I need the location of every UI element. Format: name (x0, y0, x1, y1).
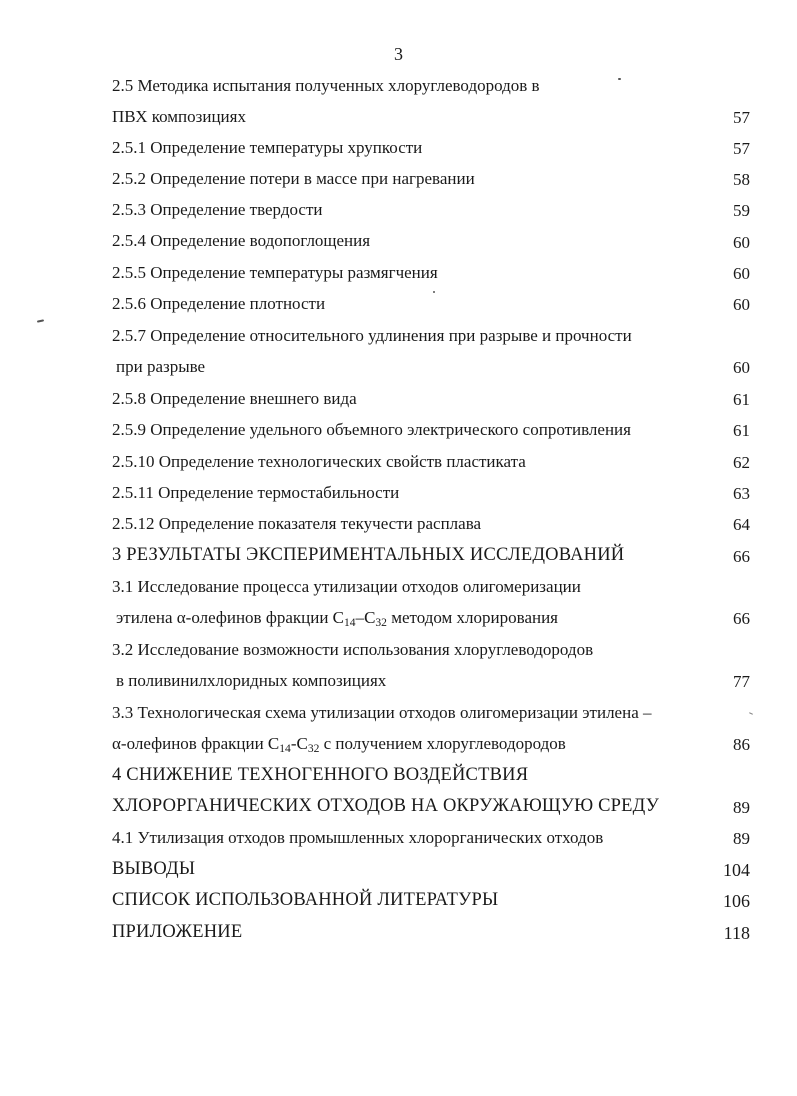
toc-entry-2-5-12: 2.5.12 Определение показателя текучести расплава (112, 514, 482, 533)
toc-entry-3-3-line1: 3.3 Технологическая схема утилизации отходов олигомеризации этилена – (112, 703, 652, 722)
toc-entry-2-5-2: 2.5.2 Определение потери в массе при нагревании (112, 169, 475, 188)
toc-entry-3-3-line2: α-олефинов фракции $С_{14}-С_{32}$ с получением хлоруглеводородов (112, 734, 566, 755)
toc-entry-2-5-7-line1: 2.5.7 Определение относительного удлинения при разрыве и прочности (112, 326, 632, 345)
toc-page-2-5-7: 60 (733, 358, 750, 377)
toc-entry-3-1-line2: этилена α-олефинов фракции $С_{14}-С_{32}$ методом хлорирования (116, 608, 558, 629)
toc-entry-2-5-6: 2.5.6 Определение плотности (112, 294, 326, 313)
toc-entry-2-5-1: 2.5.1 Определение температуры хрупкости (112, 138, 423, 157)
toc-page-2-5-1: 57 (733, 139, 750, 158)
toc-page-2-5-10: 62 (733, 453, 750, 472)
toc-entry-2-5-5: 2.5.5 Определение температуры размягчения (112, 263, 438, 282)
toc-page-3-2: 77 (733, 672, 750, 691)
toc-page-2-5-12: 64 (733, 515, 750, 534)
toc-entry-2-5-10: 2.5.10 Определение технологических свойств пластиката (112, 452, 526, 471)
toc-page-references: 106 (723, 891, 750, 911)
toc-entry-2-5-8: 2.5.8 Определение внешнего вида (112, 389, 357, 408)
toc-page-3-1: 66 (733, 609, 750, 628)
toc-page-4-1: 89 (733, 829, 750, 848)
scan-speck (37, 319, 44, 322)
toc-page-2-5-3: 59 (733, 201, 750, 220)
toc-entry-3-2-line2: в поливинилхлоридных композициях (116, 671, 387, 690)
toc-entry-2-5-7-line2: при разрыве (116, 357, 206, 376)
toc-page-chapter-4: 89 (733, 798, 750, 817)
toc-page-2-5-5: 60 (733, 264, 750, 283)
scan-speck (618, 78, 621, 80)
scan-speck (749, 712, 753, 715)
toc-entry-chapter-4-line2: ХЛОРОРГАНИЧЕСКИХ ОТХОДОВ НА ОКРУЖАЮЩУЮ СРЕДУ (112, 796, 659, 816)
toc-page-2-5-6: 60 (733, 295, 750, 314)
toc-page-2-5-4: 60 (733, 233, 750, 252)
toc-entry-references: СПИСОК ИСПОЛЬЗОВАННОЙ ЛИТЕРАТУРЫ (112, 890, 499, 910)
toc-entry-3-1-line1: 3.1 Исследование процесса утилизации отходов олигомеризации (112, 577, 581, 596)
toc-entry-2-5-9: 2.5.9 Определение удельного объемного электрического сопротивления (112, 420, 631, 439)
toc-page-2-5-8: 61 (733, 390, 750, 409)
toc-entry-appendix: ПРИЛОЖЕНИЕ (112, 922, 243, 942)
toc-entry-2-5-11: 2.5.11 Определение термостабильности (112, 483, 400, 502)
scan-speck (433, 291, 435, 293)
toc-entry-4-1: 4.1 Утилизация отходов промышленных хлорорганических отходов (112, 828, 604, 847)
toc-page-2-5: 57 (733, 108, 750, 127)
toc-page-2-5-2: 58 (733, 170, 750, 189)
toc-entry-2-5-3: 2.5.3 Определение твердости (112, 200, 323, 219)
toc-page-2-5-9: 61 (733, 421, 750, 440)
toc-entry-2-5-line2: ПВХ композициях (112, 107, 246, 126)
toc-page-chapter-3: 66 (733, 547, 750, 566)
toc-entry-2-5-4: 2.5.4 Определение водопоглощения (112, 231, 371, 250)
toc-entry-3-2-line1: 3.2 Исследование возможности использования хлоруглеводородов (112, 640, 594, 659)
page-number: 3 (394, 44, 403, 64)
toc-page-3-3: 86 (733, 735, 750, 754)
toc-page-2-5-11: 63 (733, 484, 750, 503)
toc-page-appendix: 118 (723, 923, 750, 943)
toc-entry-conclusions: ВЫВОДЫ (112, 859, 196, 879)
toc-page-conclusions: 104 (723, 860, 750, 880)
toc-entry-chapter-3: 3 РЕЗУЛЬТАТЫ ЭКСПЕРИМЕНТАЛЬНЫХ ИССЛЕДОВАНИЙ (112, 545, 625, 565)
toc-entry-2-5-line1: 2.5 Методика испытания полученных хлоруглеводородов в (112, 76, 540, 95)
toc-entry-chapter-4-line1: 4 СНИЖЕНИЕ ТЕХНОГЕННОГО ВОЗДЕЙСТВИЯ (112, 765, 529, 785)
